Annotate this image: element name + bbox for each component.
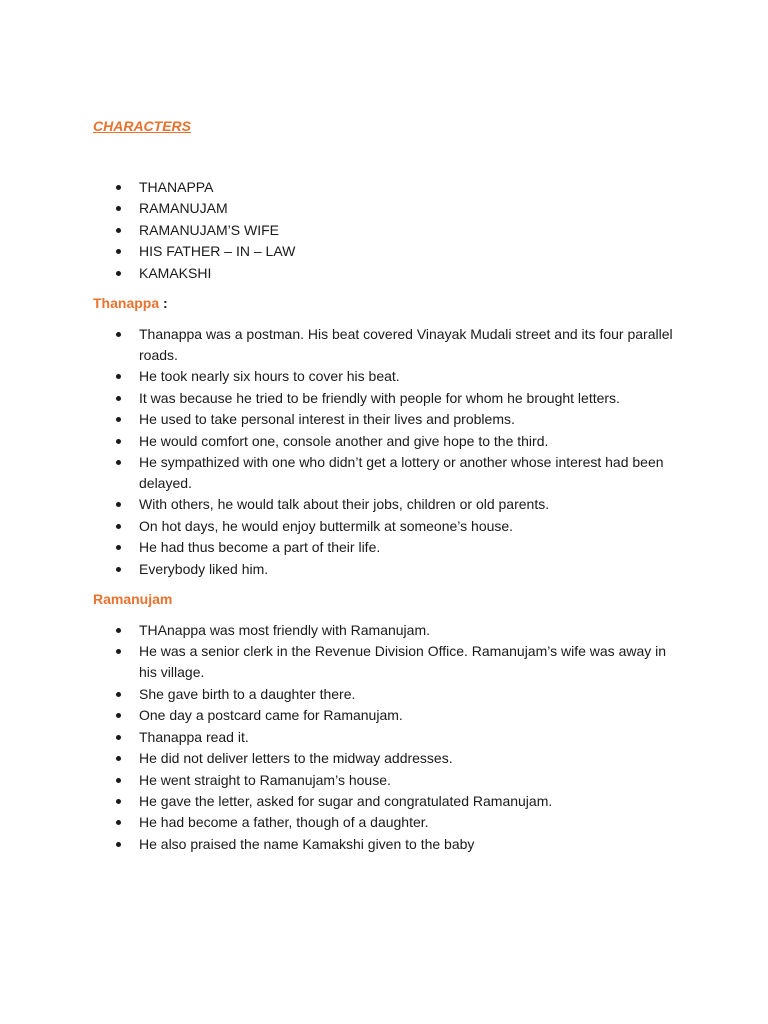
list-item [93,516,673,537]
list-item [93,791,673,812]
list-item [93,834,673,855]
list-item-text: He also praised the name Kamakshi given to the baby [139,835,475,852]
list-item-text: KAMAKSHI [139,264,212,281]
bullet-icon [116,396,121,401]
bullet-icon [116,842,121,847]
bullet-icon [116,799,121,804]
list-item-text: He had thus become a part of their life. [139,539,381,556]
list-item-text: He would comfort one, console another and give hope to the third. [139,432,549,449]
list-item [93,198,673,219]
list-item-text: He gave the letter, asked for sugar and congratulated Ramanujam. [139,792,553,809]
characters-list [93,177,673,284]
characters-title: CHARACTERS [93,118,191,134]
list-item [93,220,673,241]
list-item [93,263,673,284]
bullet-icon [116,271,121,276]
list-item-text: Everybody liked him. [139,560,269,577]
list-item [93,241,673,262]
bullet-icon [116,692,121,697]
bullet-icon [116,249,121,254]
list-item-text: He was a senior clerk in the Revenue Division Office. Ramanujam’s wife was away in his village. [139,643,667,681]
list-item [93,388,673,409]
list-item [93,620,673,641]
list-item-text: He went straight to Ramanujam’s house. [139,771,391,788]
list-item [93,705,673,726]
bullet-icon [116,649,121,654]
list-item-text: She gave birth to a daughter there. [139,685,356,702]
thanappa-heading-text: Thanappa [93,295,160,311]
bullet-icon [116,756,121,761]
bullet-icon [116,417,121,422]
list-item [93,431,673,452]
list-item-text: Thanappa read it. [139,728,249,745]
list-item-text: RAMANUJAM’S WIFE [139,221,279,238]
list-item-text: THAnappa was most friendly with Ramanujam. [139,622,431,638]
bullet-icon [116,460,121,465]
heading-colon: : [159,295,168,311]
list-item [93,641,673,682]
bullet-icon [116,713,121,718]
bullet-icon [116,206,121,211]
thanappa-list [93,324,673,580]
list-item-text: THANAPPA [139,179,214,195]
bullet-icon [116,502,121,507]
list-item-text: He took nearly six hours to cover his beat. [139,368,400,385]
list-item-text: He did not deliver letters to the midway addresses. [139,750,453,767]
list-item [93,684,673,705]
thanappa-heading [93,294,168,312]
list-item-text: He had become a father, though of a daughter. [139,814,429,831]
bullet-icon [116,820,121,825]
list-item [93,727,673,748]
list-item-text: He sympathized with one who didn’t get a lottery or another whose interest had been delayed. [139,454,664,491]
bullet-icon [116,228,121,233]
list-item [93,452,673,493]
list-item [93,812,673,833]
list-item-text: With others, he would talk about their jobs, children or old parents. [139,496,550,513]
list-item-text: Thanappa was a postman. His beat covered Vinayak Mudali street and its four parallel roads. [139,326,673,363]
list-item-text: RAMANUJAM [139,200,228,217]
list-item-text: It was because he tried to be friendly with people for whom he brought letters. [139,389,620,406]
list-item [93,324,673,365]
bullet-icon [116,778,121,783]
bullet-icon [116,374,121,379]
bullet-icon [116,545,121,550]
list-item-text: One day a postcard came for Ramanujam. [139,707,403,724]
bullet-icon [116,567,121,572]
list-item [93,748,673,769]
bullet-icon [116,628,121,633]
list-item-text: On hot days, he would enjoy buttermilk at someone’s house. [139,517,514,534]
list-item [93,177,673,198]
ramanujam-list [93,620,673,855]
list-item-text: He used to take personal interest in their lives and problems. [139,411,515,428]
list-item [93,494,673,515]
list-item [93,559,673,580]
list-item-text: HIS FATHER – IN – LAW [139,243,296,260]
bullet-icon [116,524,121,529]
bullet-icon [116,332,121,337]
list-item [93,537,673,558]
list-item [93,770,673,791]
bullet-icon [116,735,121,740]
bullet-icon [116,439,121,444]
list-item [93,366,673,387]
bullet-icon [116,185,121,190]
ramanujam-heading: Ramanujam [93,591,173,607]
list-item [93,409,673,430]
